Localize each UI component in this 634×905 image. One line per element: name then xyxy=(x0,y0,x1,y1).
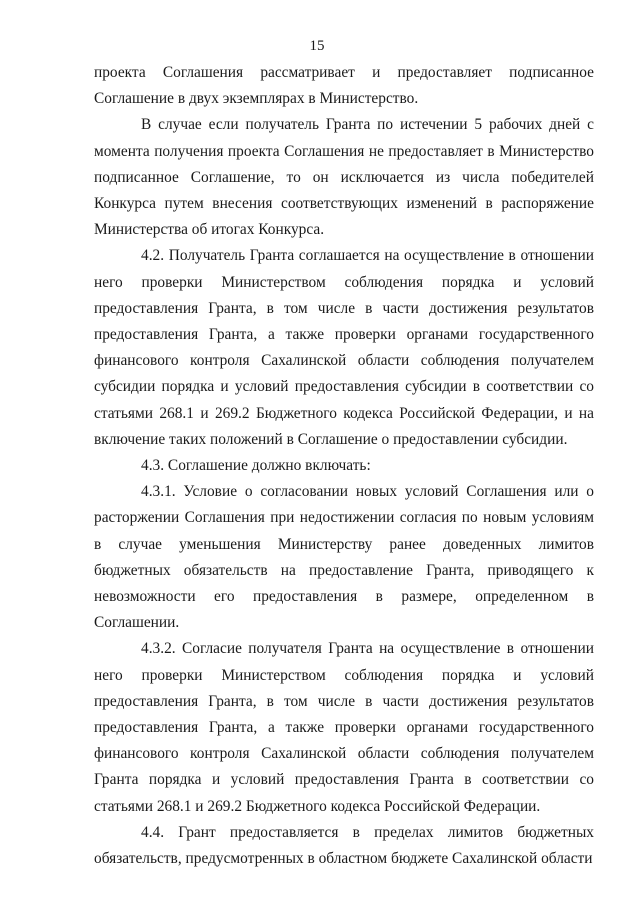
paragraph-4-2: 4.2. Получатель Гранта соглашается на осуществление в отношении него проверки Министерством соблюдения порядка и условий предоставления Гранта, в том числе в части достижения результатов предоставления Гранта, а также проверки органами государственного финансового контроля Сахалинской области соблюдения получателем субсидии порядка и условий предоставления субсидии в соответствии со статьями 268.1 и 269.2 Бюджетного кодекса Российской Федерации, и на включение таких положений в Соглашение о предоставлении субсидии. xyxy=(94,247,594,448)
paragraph-4-3-1: 4.3.1. Условие о согласовании новых условий Соглашения или о расторжении Соглашения при недостижении согласия по новым условиям в случае уменьшения Министерству ранее доведенных лимитов бюджетных обязательств на предоставление Гранта, приводящего к невозможности его предоставления в размере, определенном в Соглашении. xyxy=(94,483,594,632)
paragraph-grant-deadline: В случае если получатель Гранта по истечении 5 рабочих дней с момента получения проекта Соглашения не предоставляет в Министерство подписанное Соглашение, то он исключается из числа победителей Конкурса путем внесения соответствующих изменений в распоряжение Министерства об итогах Конкурса. xyxy=(94,116,594,239)
paragraph-4-3: 4.3. Соглашение должно включать: xyxy=(141,457,371,475)
page-number: 15 xyxy=(309,38,325,54)
paragraph-continuation: проекта Соглашения рассматривает и предоставляет подписанное Соглашение в двух экземплярах в Министерство. xyxy=(94,64,594,108)
paragraph-4-4: 4.4. Грант предоставляется в пределах лимитов бюджетных обязательств, предусмотренных в областном бюджете Сахалинской области xyxy=(94,823,594,868)
document-body xyxy=(94,60,594,872)
paragraph-4-3-2: 4.3.2. Согласие получателя Гранта на осуществление в отношении него проверки Министерством соблюдения порядка и условий предоставления Гранта, в том числе в части достижения результатов предоставления Гранта, а также проверки органами государственного финансового контроля Сахалинской области соблюдения получателем Гранта порядка и условий предоставления Гранта в соответствии со статьями 268.1 и 269.2 Бюджетного кодекса Российской Федерации. xyxy=(94,640,594,815)
